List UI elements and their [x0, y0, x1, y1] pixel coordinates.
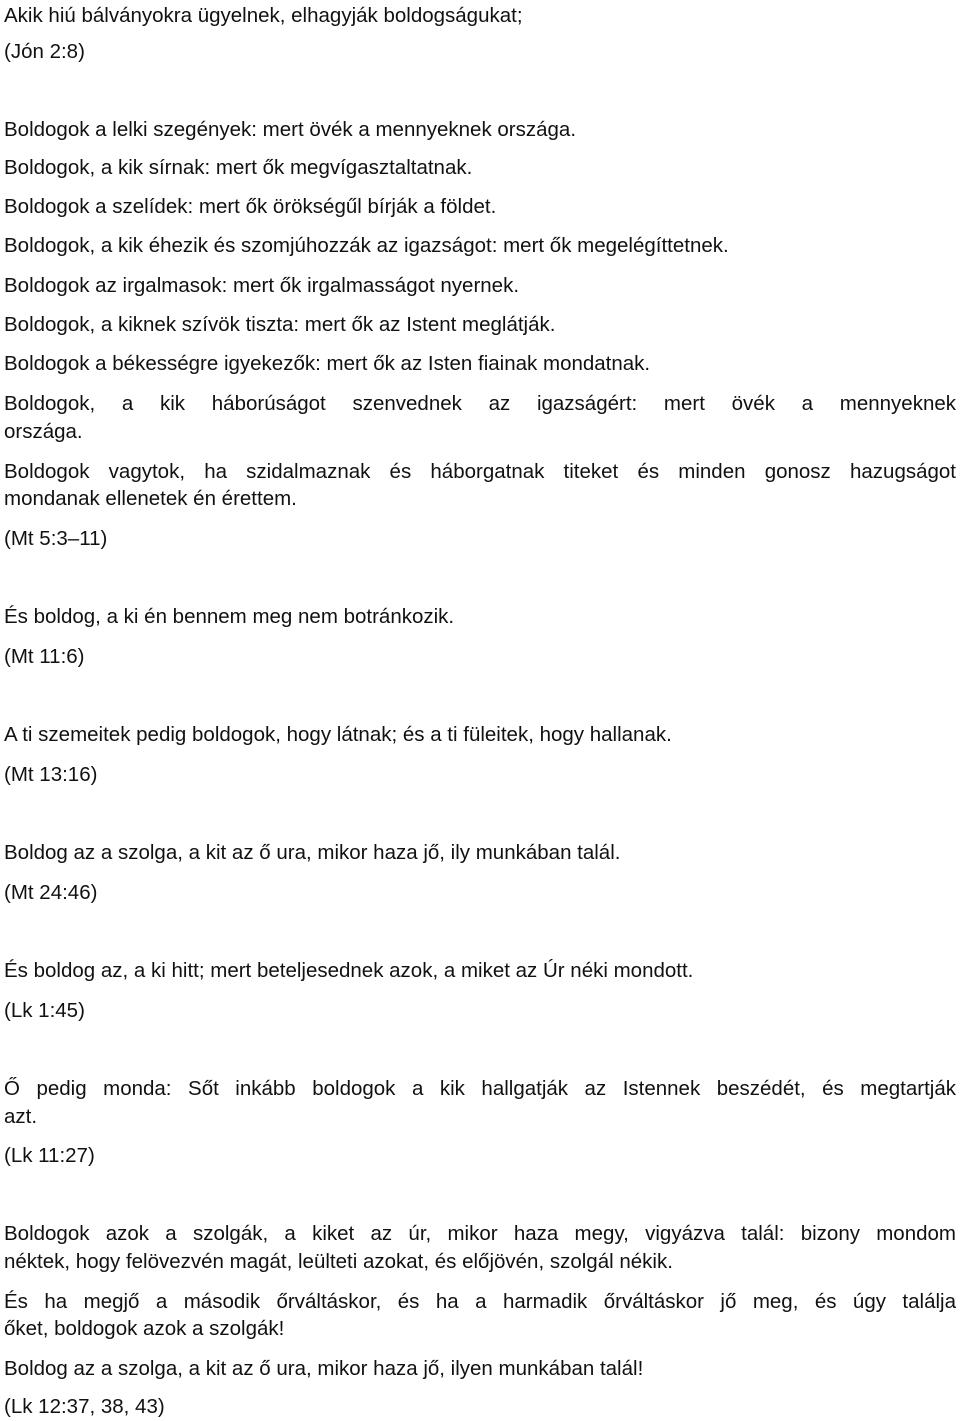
- text-line: Boldogok az irgalmasok: mert ők irgalmasságot nyernek.: [4, 274, 520, 297]
- text-line: És boldog, a ki én bennem meg nem botránkozik.: [4, 605, 455, 628]
- reference-line: (Lk 11:27): [4, 1144, 95, 1167]
- reference-line: (Lk 1:45): [4, 999, 85, 1022]
- text-line: mondanak ellenetek én érettem.: [4, 487, 297, 510]
- text-line: Boldogok, a kik éhezik és szomjúhozzák az igazságot: mert ők megelégíttetnek.: [4, 234, 729, 257]
- text-line: Boldogok, a kiknek szívök tiszta: mert ők az Istent meglátják.: [4, 313, 556, 336]
- reference-line: (Jón 2:8): [4, 40, 85, 63]
- text-line: Boldogok a lelki szegények: mert övék a mennyeknek országa.: [4, 118, 577, 141]
- reference-line: (Mt 11:6): [4, 645, 85, 668]
- text-line: Boldog az a szolga, a kit az ő ura, mikor haza jő, ilyen munkában talál!: [4, 1357, 644, 1380]
- text-line: És boldog az, a ki hitt; mert beteljesednek azok, a miket az Úr néki mondott.: [4, 959, 694, 982]
- reference-line: (Mt 24:46): [4, 881, 98, 904]
- text-line: Boldogok a békességre igyekezők: mert ők az Isten fiainak mondatnak.: [4, 352, 651, 375]
- reference-line: (Lk 12:37, 38, 43): [4, 1395, 165, 1418]
- text-line: őket, boldogok azok a szolgák!: [4, 1317, 285, 1340]
- text-line: Boldogok, a kik sírnak: mert ők megvígasztaltatnak.: [4, 156, 473, 179]
- text-line: országa.: [4, 420, 83, 443]
- text-line: Boldogok vagytok, ha szidalmaznak és háborgatnak titeket és minden gonosz hazugságot: [4, 460, 956, 483]
- text-line: azt.: [4, 1105, 38, 1128]
- text-line: A ti szemeitek pedig boldogok, hogy látnak; és a ti füleitek, hogy hallanak.: [4, 723, 672, 746]
- reference-line: (Mt 13:16): [4, 763, 98, 786]
- text-line: Boldogok a szelídek: mert ők örökségűl bírják a földet.: [4, 195, 497, 218]
- text-line: Boldogok, a kik háborúságot szenvednek az igazságért: mert övék a mennyeknek: [4, 392, 956, 415]
- text-line: Boldogok azok a szolgák, a kiket az úr, mikor haza megy, vigyázva talál: bizony mondom: [4, 1222, 956, 1245]
- text-line: néktek, hogy felövezvén magát, leülteti azokat, és előjövén, szolgál nékik.: [4, 1250, 673, 1273]
- reference-line: (Mt 5:3–11): [4, 527, 108, 550]
- text-line: És ha megjő a második őrváltáskor, és ha a harmadik őrváltáskor jő meg, és úgy találja: [4, 1290, 956, 1313]
- text-line: Ő pedig monda: Sőt inkább boldogok a kik hallgatják az Istennek beszédét, és megtartják: [4, 1077, 956, 1100]
- text-line: Boldog az a szolga, a kit az ő ura, mikor haza jő, ily munkában talál.: [4, 841, 621, 864]
- text-line: Akik hiú bálványokra ügyelnek, elhagyják boldogságukat;: [4, 4, 523, 27]
